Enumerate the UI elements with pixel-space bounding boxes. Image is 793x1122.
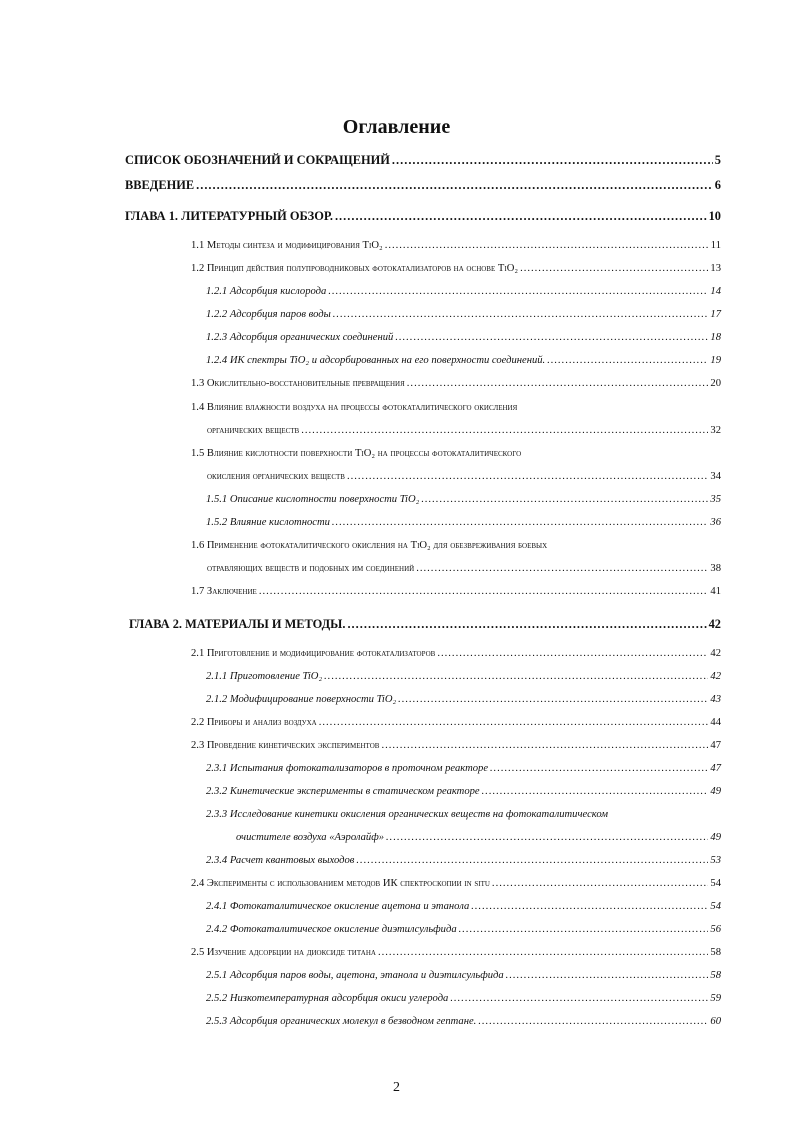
toc-entry-label: 2.1.1 Приготовление TiO₂ [206, 671, 323, 682]
toc-entry-1-4-line1: 1.4 Влияние влажности воздуха на процессы фотокаталитического окисления [191, 402, 518, 413]
toc-entry-2-1[interactable] [191, 648, 721, 659]
toc-entry-label: 2.3.4 Расчет квантовых выходов [206, 855, 355, 866]
toc-leader [398, 694, 708, 705]
toc-leader [324, 671, 708, 682]
toc-entry-1-2-4[interactable] [206, 355, 721, 366]
toc-entry-1-5-1[interactable] [206, 494, 721, 505]
toc-entry-2-5-2[interactable] [206, 993, 721, 1004]
toc-entry-2-3-1[interactable] [206, 763, 721, 774]
toc-leader [471, 901, 708, 912]
toc-entry-page: 47 [710, 740, 721, 751]
toc-leader [547, 355, 708, 366]
toc-entry-page: 14 [710, 286, 721, 297]
toc-leader [378, 947, 708, 958]
toc-entry-1-2-3[interactable] [206, 332, 721, 343]
toc-entry-label: 2.4.2 Фотокаталитическое окисление диэтилсульфида [206, 924, 457, 935]
toc-entry-label: ВВЕДЕНИЕ [125, 178, 195, 192]
toc-entry-page: 34 [710, 471, 721, 482]
toc-leader [478, 1016, 708, 1027]
toc-entry-page: 38 [710, 563, 721, 574]
toc-entry-1-5-2[interactable] [206, 517, 721, 528]
toc-entry-page: 42 [710, 671, 721, 682]
toc-entry-label: 1.2.2 Адсорбция паров воды [206, 309, 331, 320]
toc-entry-page: 6 [714, 178, 721, 192]
toc-entry-abbreviations[interactable] [125, 153, 721, 168]
toc-leader [450, 993, 708, 1004]
toc-entry-page: 17 [710, 309, 721, 320]
toc-entry-page: 53 [710, 855, 721, 866]
toc-entry-label: 2.3 Проведение кинетических экспериментов [191, 740, 380, 751]
toc-entry-2-1-2[interactable] [206, 694, 721, 705]
toc-entry-chapter-2[interactable] [129, 617, 721, 632]
toc-entry-2-1-1[interactable] [206, 671, 721, 682]
toc-entry-label: 1.2.3 Адсорбция органических соединений [206, 332, 394, 343]
toc-entry-page: 5 [714, 153, 721, 167]
toc-leader [407, 378, 709, 389]
toc-entry-page: 10 [708, 209, 721, 223]
toc-entry-1-6[interactable] [207, 563, 721, 574]
toc-entry-label: 2.1.2 Модифицирование поверхности TiO₂ [206, 694, 397, 705]
toc-leader [356, 855, 708, 866]
toc-entry-label: 1.5.2 Влияние кислотности [206, 517, 330, 528]
toc-entry-label: 1.1 Методы синтеза и модифицирования TiO₂ [191, 240, 383, 251]
toc-leader [259, 586, 709, 597]
toc-leader [386, 832, 708, 843]
toc-leader [482, 786, 709, 797]
toc-entry-2-3-3-line1: 2.3.3 Исследование кинетики окисления органических веществ на фотокаталитическом [206, 809, 608, 820]
toc-entry-1-7[interactable] [191, 586, 721, 597]
toc-entry-label: отравляющих веществ и подобных им соединений [207, 563, 415, 574]
toc-entry-page: 42 [708, 617, 721, 631]
toc-entry-label: органических веществ [207, 425, 300, 436]
toc-entry-2-3-2[interactable] [206, 786, 721, 797]
toc-entry-page: 11 [710, 240, 721, 251]
toc-leader [392, 153, 713, 168]
toc-entry-page: 13 [710, 263, 721, 274]
toc-entry-label: 1.3 Окислительно-восстановительные превращения [191, 378, 405, 389]
toc-entry-page: 20 [710, 378, 721, 389]
toc-entry-label: 1.5.1 Описание кислотности поверхности TiO₂ [206, 494, 420, 505]
toc-entry-label: 2.5.1 Адсорбция паров воды, ацетона, этанола и диэтилсульфида [206, 970, 504, 981]
toc-entry-page: 56 [710, 924, 721, 935]
toc-entry-1-6-line1: 1.6 Применение фотокаталитического окисления на TiO₂ для обезвреживания боевых [191, 540, 548, 551]
toc-entry-label: 1.2.1 Адсорбция кислорода [206, 286, 327, 297]
toc-leader [347, 471, 708, 482]
toc-entry-page: 43 [710, 694, 721, 705]
toc-entry-page: 54 [710, 901, 721, 912]
toc-entry-introduction[interactable] [125, 178, 721, 193]
toc-entry-label: 2.5.3 Адсорбция органических молекул в безводном гептане. [206, 1016, 477, 1027]
toc-entry-page: 32 [710, 425, 721, 436]
toc-entry-page: 58 [710, 947, 721, 958]
toc-entry-1-1[interactable] [191, 240, 721, 251]
toc-entry-2-4[interactable] [191, 878, 721, 889]
toc-entry-2-3[interactable] [191, 740, 721, 751]
toc-entry-1-5-line1: 1.5 Влияние кислотности поверхности TiO₂ на процессы фотокаталитического [191, 448, 522, 459]
toc-leader [490, 763, 708, 774]
toc-leader [335, 209, 707, 224]
toc-entry-page: 49 [710, 786, 721, 797]
page-title: Оглавление [342, 116, 451, 138]
toc-entry-label: 2.5 Изучение адсорбции на диоксиде титана [191, 947, 376, 958]
toc-entry-2-3-3[interactable] [236, 832, 721, 843]
toc-entry-1-3[interactable] [191, 378, 721, 389]
toc-entry-page: 58 [710, 970, 721, 981]
toc-entry-2-5-1[interactable] [206, 970, 721, 981]
toc-entry-2-4-1[interactable] [206, 901, 721, 912]
toc-leader [437, 648, 708, 659]
toc-leader [385, 240, 709, 251]
toc-leader [332, 517, 709, 528]
toc-entry-page: 49 [710, 832, 721, 843]
toc-entry-label: 2.4 Эксперименты с использованием методов ИК спектроскопии in situ [191, 878, 490, 889]
toc-entry-label: 1.7 Заключение [191, 586, 257, 597]
toc-leader [395, 332, 708, 343]
toc-leader [328, 286, 708, 297]
toc-entry-page: 54 [710, 878, 721, 889]
toc-entry-page: 59 [710, 993, 721, 1004]
toc-entry-label: 2.3.1 Испытания фотокатализаторов в проточном реакторе [206, 763, 489, 774]
toc-entry-label: ГЛАВА 1. ЛИТЕРАТУРНЫЙ ОБЗОР. [125, 209, 333, 223]
toc-entry-1-2-1[interactable] [206, 286, 721, 297]
page-number: 2 [393, 1080, 400, 1095]
toc-entry-1-5[interactable] [207, 471, 721, 482]
toc-entry-label: 2.5.2 Низкотемпературная адсорбция окиси углерода [206, 993, 449, 1004]
toc-leader [319, 717, 709, 728]
toc-entry-1-2-2[interactable] [206, 309, 721, 320]
toc-entry-page: 42 [710, 648, 721, 659]
toc-entry-label: 2.1 Приготовление и модифицирование фотокатализаторов [191, 648, 436, 659]
toc-leader [459, 924, 709, 935]
toc-entry-label: ГЛАВА 2. МАТЕРИАЛЫ И МЕТОДЫ. [129, 617, 346, 631]
toc-leader [333, 309, 709, 320]
toc-entry-2-4-2[interactable] [206, 924, 721, 935]
toc-entry-page: 18 [710, 332, 721, 343]
toc-entry-page: 35 [710, 494, 721, 505]
toc-entry-2-2[interactable] [191, 717, 721, 728]
toc-entry-label: 1.2 Принцип действия полупроводниковых фотокатализаторов на основе TiO₂ [191, 263, 519, 274]
toc-leader [416, 563, 708, 574]
toc-leader [421, 494, 708, 505]
toc-entry-2-3-4[interactable] [206, 855, 721, 866]
toc-leader [520, 263, 708, 274]
toc-entry-1-2[interactable] [191, 263, 721, 274]
toc-leader [301, 425, 708, 436]
toc-entry-page: 44 [710, 717, 721, 728]
toc-entry-page: 41 [710, 586, 721, 597]
toc-leader [381, 740, 708, 751]
toc-entry-label: СПИСОК ОБОЗНАЧЕНИЙ И СОКРАЩЕНИЙ [125, 153, 390, 167]
toc-entry-page: 36 [710, 517, 721, 528]
toc-entry-2-5-3[interactable] [206, 1016, 721, 1027]
toc-entry-label: 1.2.4 ИК спектры TiO₂ и адсорбированных на его поверхности соединений. [206, 355, 546, 366]
toc-leader [196, 178, 713, 193]
toc-entry-2-5[interactable] [191, 947, 721, 958]
toc-leader [347, 617, 706, 632]
toc-entry-chapter-1[interactable] [125, 209, 721, 224]
toc-entry-label: окисления органических веществ [207, 471, 345, 482]
toc-entry-label: 2.3.2 Кинетические эксперименты в статическом реакторе [206, 786, 480, 797]
toc-entry-label: очистителе воздуха «Аэролайф» [236, 832, 385, 843]
toc-entry-1-4[interactable] [207, 425, 721, 436]
toc-leader [506, 970, 709, 981]
toc-leader [492, 878, 708, 889]
toc-entry-page: 60 [710, 1016, 721, 1027]
toc-entry-page: 19 [710, 355, 721, 366]
toc-entry-page: 47 [710, 763, 721, 774]
toc-entry-label: 2.2 Приборы и анализ воздуха [191, 717, 317, 728]
toc-entry-label: 2.4.1 Фотокаталитическое окисление ацетона и этанола [206, 901, 470, 912]
